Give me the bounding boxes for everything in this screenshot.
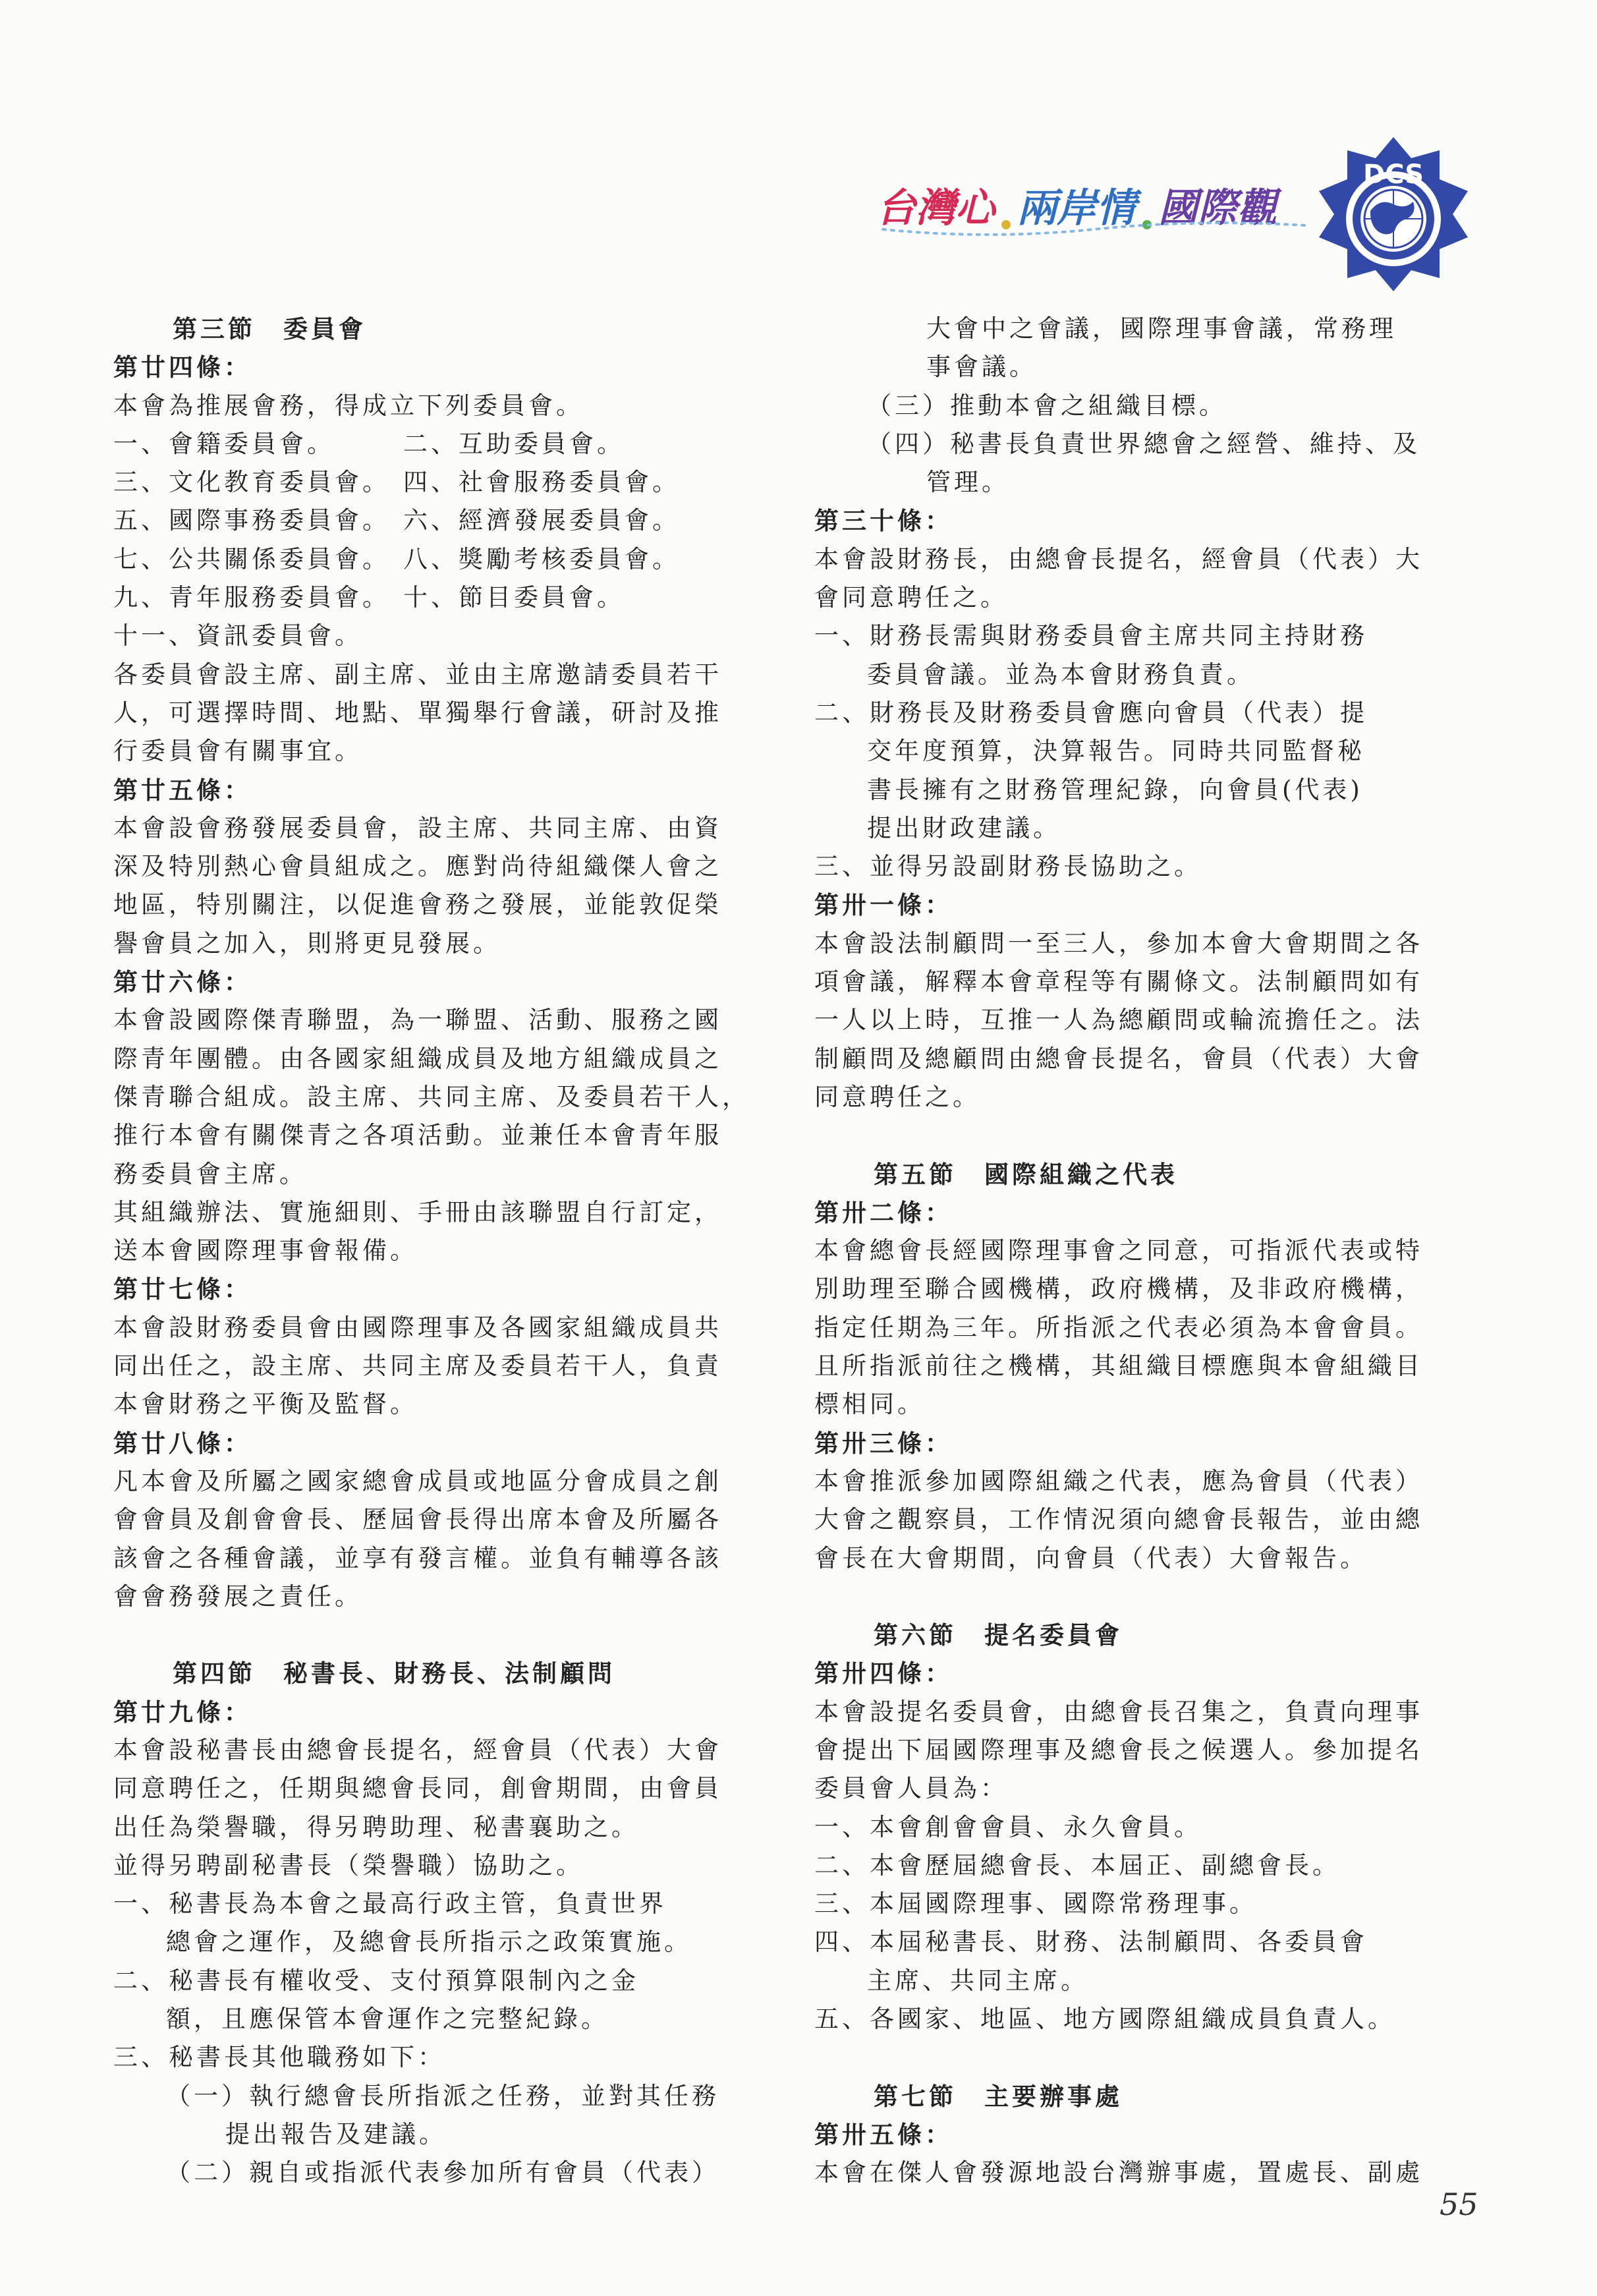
spacer <box>113 1616 746 1654</box>
article-title: 第卅二條： <box>814 1197 953 1227</box>
list-item: 三、秘書長其他職務如下： <box>113 2043 445 2072</box>
paragraph-line: 會長在大會期間，向會員（代表）大會報告。 <box>814 1543 1368 1572</box>
list-item-cont: 委員會議。並為本會財務負責。 <box>867 660 1254 689</box>
paragraph-line: 其組織辦法、實施細則、手冊由該聯盟自行訂定， <box>113 1197 722 1226</box>
paragraph-line: 本會財務之平衡及監督。 <box>113 1390 418 1419</box>
list-item-cont: 額，且應保管本會運作之完整紀錄。 <box>166 2005 609 2034</box>
paragraph-line: 項會議，解釋本會章程等有關條文。法制顧問如有 <box>814 967 1423 996</box>
list-item: 二、秘書長有權收受、支付預算限制內之金 <box>113 1966 639 1995</box>
paragraph-line: 務委員會主席。 <box>113 1159 307 1188</box>
article-title: 第廿七條： <box>113 1275 252 1304</box>
article-title: 第卅四條： <box>814 1659 953 1688</box>
paragraph-line: 會會員及創會會長、歷屆會長得出席本會及所屬各 <box>113 1505 722 1534</box>
motto-dotted-wave <box>876 216 1311 243</box>
motto-part-1: 台灣心 <box>876 185 995 231</box>
sub-list-item-cont: 事會議。 <box>926 353 1037 382</box>
paragraph-line: 送本會國際理事會報備。 <box>113 1236 418 1265</box>
paragraph-line: 同出任之，設主席、共同主席及委員若干人，負責 <box>113 1352 722 1381</box>
list-item: 三、並得另設副財務長協助之。 <box>814 852 1202 881</box>
article-title: 第三十條： <box>814 506 953 536</box>
list-item: 四、本屆秘書長、財務、法制顧問、各委員會 <box>814 1928 1368 1957</box>
section-title: 第五節 國際組織之代表 <box>874 1159 1178 1189</box>
article-title: 第廿六條： <box>113 967 252 997</box>
committee-row <box>113 425 746 463</box>
committee-item: 六、經濟發展委員會。 <box>403 506 680 535</box>
paragraph-line: 本會設會務發展委員會，設主席、共同主席、由資 <box>113 813 722 842</box>
paragraph-line: 指定任期為三年。所指派之代表必須為本會會員。 <box>814 1313 1423 1342</box>
committee-item: 四、社會服務委員會。 <box>403 468 680 497</box>
paragraph-line: 別助理至聯合國機構，政府機構，及非政府機構， <box>814 1275 1423 1304</box>
list-item-cont: 提出財政建議。 <box>867 813 1061 842</box>
list-item: 一、本會創會會員、永久會員。 <box>814 1812 1202 1841</box>
committee-item: 二、互助委員會。 <box>403 429 625 458</box>
paragraph-line: 同意聘任之，任期與總會長同，創會期間，由會員 <box>113 1774 722 1803</box>
paragraph-line: 本會設國際傑青聯盟，為一聯盟、活動、服務之國 <box>113 1006 722 1035</box>
paragraph-line: 會同意聘任之。 <box>814 583 1008 612</box>
paragraph-line: 標相同。 <box>814 1390 925 1419</box>
list-item: 五、各國家、地區、地方國際組織成員負責人。 <box>814 2005 1395 2034</box>
sub-list-item-cont: 提出報告及建議。 <box>225 2119 447 2148</box>
spacer <box>814 1116 1473 1155</box>
paragraph-line: 一人以上時，互推一人為總顧問或輪流擔任之。法 <box>814 1006 1423 1035</box>
list-item: 一、秘書長為本會之最高行政主管，負責世界 <box>113 1889 667 1918</box>
spacer <box>814 1578 1473 1616</box>
sub-list-item: （三）推動本會之組織目標。 <box>867 391 1227 420</box>
list-item-cont: 交年度預算，決算報告。同時共同監督秘 <box>867 737 1365 766</box>
paragraph-line: 並得另聘副秘書長（榮譽職）協助之。 <box>113 1851 584 1880</box>
list-item: 一、財務長需與財務委員會主席共同主持財務 <box>814 621 1368 650</box>
list-item: 三、本屆國際理事、國際常務理事。 <box>814 1889 1257 1918</box>
paragraph-line: 本會推派參加國際組織之代表，應為會員（代表） <box>814 1466 1423 1495</box>
committee-row <box>113 540 746 579</box>
committee-item: 九、青年服務委員會。 <box>113 583 390 612</box>
paragraph-line: 該會之各種會議，並享有發言權。並負有輔導各該 <box>113 1543 722 1572</box>
paragraph-line: 本會為推展會務，得成立下列委員會。 <box>113 391 584 420</box>
paragraph-line: 深及特別熱心會員組成之。應對尚待組織傑人會之 <box>113 852 722 881</box>
paragraph-line: 本會設法制顧問一至三人，參加本會大會期間之各 <box>814 929 1423 958</box>
committee-item: 一、會籍委員會。 <box>113 429 335 458</box>
section-title: 第七節 主要辦事處 <box>874 2081 1123 2111</box>
committee-item: 七、公共關係委員會。 <box>113 544 390 573</box>
paragraph-line: 本會設秘書長由總會長提名，經會員（代表）大會 <box>113 1735 722 1764</box>
list-item-cont: 書長擁有之財務管理紀錄，向會員(代表) <box>867 775 1363 804</box>
paragraph-line: 行委員會有關事宜。 <box>113 737 362 766</box>
paragraph-line: 會會務發展之責任。 <box>113 1582 362 1611</box>
paragraph-line: 譽會員之加入，則將更見發展。 <box>113 929 501 958</box>
list-item-cont: 主席、共同主席。 <box>867 1966 1088 1995</box>
article-title: 第卅五條： <box>814 2119 953 2149</box>
logo-text: DCS <box>1362 159 1424 190</box>
committee-item: 三、文化教育委員會。 <box>113 468 390 497</box>
sub-list-item-cont: 管理。 <box>926 468 1009 497</box>
header-motto <box>876 177 1337 262</box>
paragraph-line: 本會設提名委員會，由總會長召集之，負責向理事 <box>814 1697 1423 1726</box>
article-title: 第卅三條： <box>814 1428 953 1458</box>
paragraph-line: 各委員會設主席、副主席、並由主席邀請委員若干 <box>113 660 722 689</box>
sub-list-item: （四）秘書長負責世界總會之經營、維持、及 <box>867 429 1420 458</box>
article-title: 第廿四條： <box>113 353 252 382</box>
article-title: 第廿八條： <box>113 1428 252 1458</box>
section-title: 第三節 委員會 <box>173 314 366 343</box>
motto-part-2: 兩岸情 <box>1017 185 1136 231</box>
paragraph-line: 制顧問及總顧問由總會長提名，會員（代表）大會 <box>814 1044 1423 1073</box>
paragraph-line: 凡本會及所屬之國家總會成員或地區分會成員之創 <box>113 1466 722 1495</box>
spacer <box>814 2038 1473 2077</box>
paragraph-line: 出任為榮譽職，得另聘助理、秘書襄助之。 <box>113 1812 639 1841</box>
committee-item: 八、獎勵考核委員會。 <box>403 544 680 573</box>
paragraph-line: 本會在傑人會發源地設台灣辦事處，置處長、副處 <box>814 2158 1423 2187</box>
left-column <box>113 310 750 2193</box>
paragraph-line: 際青年團體。由各國家組織成員及地方組織成員之 <box>113 1044 722 1073</box>
paragraph-line: 傑青聯合組成。設主席、共同主席、及委員若干人， <box>113 1082 750 1111</box>
right-column <box>814 310 1473 2193</box>
list-item: 二、本會歷屆總會長、本屆正、副總會長。 <box>814 1851 1340 1880</box>
paragraph-line: 地區，特別關注，以促進會務之發展，並能敦促榮 <box>113 890 722 919</box>
committee-row <box>113 579 746 617</box>
article-title: 第卅一條： <box>814 890 953 920</box>
motto-part-3: 國際觀 <box>1158 185 1277 231</box>
committee-row <box>113 502 746 540</box>
committee-item: 五、國際事務委員會。 <box>113 506 390 535</box>
list-item: 二、財務長及財務委員會應向會員（代表）提 <box>814 698 1368 727</box>
paragraph-line: 委員會人員為： <box>814 1774 1008 1803</box>
dcs-logo <box>1311 132 1476 297</box>
paragraph-line: 本會設財務委員會由國際理事及各國家組織成員共 <box>113 1313 722 1342</box>
section-title: 第六節 提名委員會 <box>874 1621 1123 1650</box>
paragraph-line: 同意聘任之。 <box>814 1082 980 1111</box>
list-item-cont: 總會之運作，及總會長所指示之政策實施。 <box>166 1928 692 1957</box>
paragraph-line: 會提出下屆國際理事及總會長之候選人。參加提名 <box>814 1735 1423 1764</box>
article-title: 第廿五條： <box>113 775 252 805</box>
sub-list-item: （一）執行總會長所指派之任務，並對其任務 <box>166 2081 719 2110</box>
committee-item: 十、節目委員會。 <box>403 583 625 612</box>
sub-list-item-cont: 大會中之會議，國際理事會議，常務理 <box>926 314 1397 343</box>
paragraph-line: 本會設財務長，由總會長提名，經會員（代表）大 <box>814 544 1423 573</box>
paragraph-line: 且所指派前往之機構，其組織目標應與本會組織目 <box>814 1352 1423 1381</box>
paragraph-line: 人，可選擇時間、地點、單獨舉行會議，研討及推 <box>113 698 722 727</box>
sub-list-item: （二）親自或指派代表參加所有會員（代表） <box>166 2158 719 2187</box>
article-title: 第廿九條： <box>113 1697 252 1727</box>
page-number: 55 <box>1440 2187 1478 2222</box>
paragraph-line: 本會總會長經國際理事會之同意，可指派代表或特 <box>814 1236 1423 1265</box>
paragraph-line: 大會之觀察員，工作情況須向總會長報告，並由總 <box>814 1505 1423 1534</box>
section-title: 第四節 秘書長、財務長、法制顧問 <box>173 1659 615 1688</box>
paragraph-line: 推行本會有關傑青之各項活動。並兼任本會青年服 <box>113 1121 722 1150</box>
committee-row <box>113 463 746 502</box>
committee-item: 十一、資訊委員會。 <box>113 621 362 650</box>
